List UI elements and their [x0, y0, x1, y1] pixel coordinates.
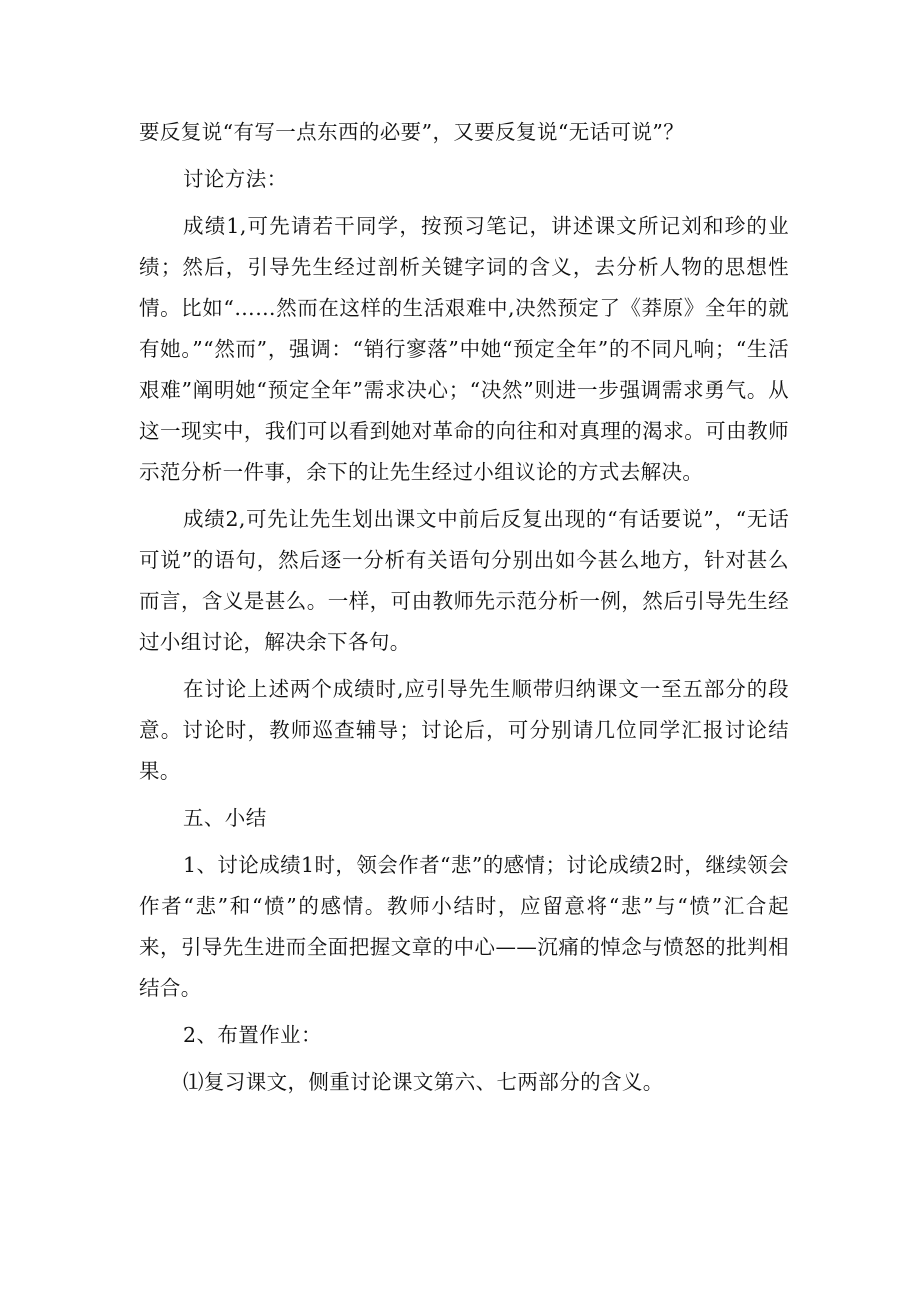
paragraph-summary-1: 1、讨论成绩1时，领会作者“悲”的感情；讨论成绩2时，继续领会作者“悲”和“愤”的感情。教师小结时，应留意将“悲”与“愤”汇合起来，引导先生进而全面把握文章的中心——沉痛的悼念与愤怒的批判相结合。 — [139, 853, 789, 1000]
document-body — [139, 112, 789, 1109]
homework-heading: 2、布置作业： — [183, 1023, 322, 1047]
paragraph-question-1-method: 成绩1,可先请若干同学，按预习笔记，讲述课文所记刘和珍的业绩；然后，引导先生经过剖析关键字词的含义，去分析人物的思想性情。比如“……然而在这样的生活艰难中,决然预定了《莽原》全年的就有她。”“然而”，强调：“销行寥落”中她“预定全年”的不同凡响；“生活艰难”阐明她“预定全年”需求决心；“决然”则进一步强调需求勇气。从这一现实中，我们可以看到她对革命的向往和对真理的渴求。可由教师示范分析一件事，余下的让先生经过小组议论的方式去解决。 — [139, 214, 789, 484]
paragraph-discussion-guidance: 在讨论上述两个成绩时,应引导先生顺带归纳课文一至五部分的段意。讨论时，教师巡查辅导；讨论后，可分别请几位同学汇报讨论结果。 — [139, 677, 789, 783]
paragraph-question-continuation: 要反复说“有写一点东西的必要”，又要反复说“无话可说”？ — [139, 120, 685, 144]
summary-heading: 五、小结 — [183, 806, 267, 830]
paragraph-homework-1: ⑴复习课文，侧重讨论课文第六、七两部分的含义。 — [183, 1070, 664, 1094]
discussion-method-heading: 讨论方法： — [183, 167, 288, 191]
paragraph-question-2-method: 成绩2,可先让先生划出课文中前后反复出现的“有话要说”，“无话可说”的语句，然后逐一分析有关语句分别出如今甚么地方，针对甚么而言，含义是甚么。一样，可由教师先示范分析一例，然后引导先生经过小组讨论，解决余下各句。 — [139, 507, 789, 654]
